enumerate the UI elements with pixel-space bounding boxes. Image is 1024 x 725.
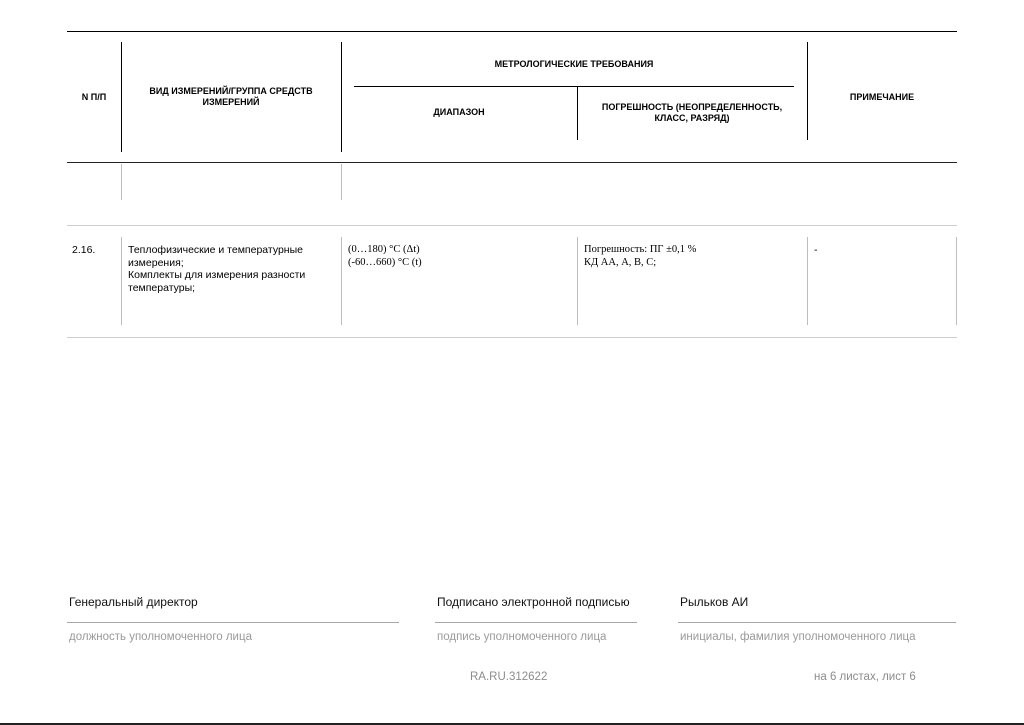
row-col-divider-4 [807, 237, 808, 325]
row-range: (0…180) °C (Δt) (-60…660) °C (t) [348, 244, 422, 268]
header-error: ПОГРЕШНОСТЬ (НЕОПРЕДЕЛЕННОСТЬ, КЛАСС, РАЗРЯД) [601, 102, 783, 123]
metro-divider [354, 86, 794, 87]
row-col-divider-3 [577, 237, 578, 325]
footer-sheets: на 6 листах, лист 6 [814, 671, 916, 683]
table-top-border [67, 31, 957, 32]
row-col-divider-2 [341, 237, 342, 325]
header-col-divider-2 [341, 42, 342, 152]
spacer-col-divider-2 [341, 164, 342, 200]
header-note: ПРИМЕЧАНИЕ [849, 92, 915, 102]
signature-name-caption: инициалы, фамилия уполномоченного лица [680, 631, 916, 643]
signature-position-line [67, 622, 399, 623]
row-col-divider-1 [121, 237, 122, 325]
signature-signed-caption: подпись уполномоченного лица [437, 631, 607, 643]
header-metro: МЕТРОЛОГИЧЕСКИЕ ТРЕБОВАНИЯ [494, 59, 654, 69]
row-error: Погрешность: ПГ ±0,1 % КД АА, А, В, С; [584, 244, 697, 268]
signature-signed: Подписано электронной подписью [437, 595, 630, 609]
footer-reg-number: RA.RU.312622 [470, 671, 548, 683]
signature-name: Рыльков АИ [680, 595, 749, 609]
spacer-row-border [67, 225, 957, 226]
row-num: 2.16. [72, 244, 96, 256]
row-col-divider-5 [956, 237, 957, 325]
signature-position-caption: должность уполномоченного лица [69, 631, 252, 643]
spacer-col-divider-1 [121, 164, 122, 200]
header-range: ДИАПАЗОН [433, 107, 485, 117]
header-col-divider-3 [577, 86, 578, 140]
row-kind: Теплофизические и температурные измерения; Комплекты для измерения разности температуры; [128, 244, 306, 294]
header-col-divider-4 [807, 42, 808, 140]
header-bottom-border [67, 162, 957, 163]
header-num: N П/П [81, 92, 107, 102]
row-note: - [814, 244, 818, 256]
header-kind: ВИД ИЗМЕРЕНИЙ/ГРУППА СРЕДСТВ ИЗМЕРЕНИЙ [149, 86, 313, 107]
signature-position: Генеральный директор [69, 595, 198, 609]
header-col-divider-1 [121, 42, 122, 152]
table-bottom-border [67, 337, 957, 338]
signature-name-line [678, 622, 956, 623]
signature-signed-line [435, 622, 637, 623]
